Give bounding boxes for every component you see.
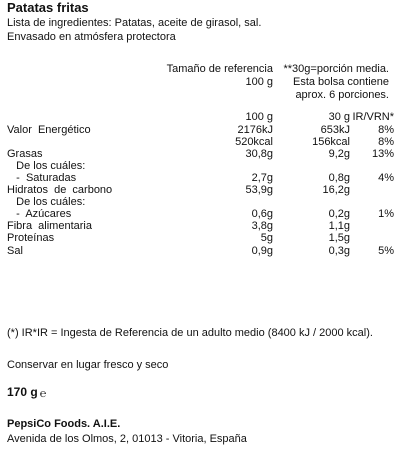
reference-size-label: Tamaño de referencia <box>166 63 273 75</box>
product-title: Patatas fritas <box>7 0 89 15</box>
row-value-30g: 1,5g <box>328 232 350 244</box>
row-value-30g: 1,1g <box>328 220 350 232</box>
header-per30: 30 g <box>328 111 350 123</box>
company-address: Avenida de los Olmos, 2, 01013 - Vitoria, España <box>7 433 247 445</box>
row-label: - Saturadas <box>7 172 77 184</box>
packaging-text: Envasado en atmósfera protectora <box>7 31 176 43</box>
row-label: Proteínas <box>7 232 55 244</box>
footnote-text: (*) IR*IR = Ingesta de Referencia de un adulto medio (8400 kJ / 2000 kcal). <box>7 327 373 339</box>
portion-note-line2: Esta bolsa contiene <box>292 76 389 88</box>
row-value-100g: 53,9g <box>245 184 273 196</box>
header-ir: IR/VRN* <box>352 111 394 123</box>
row-label: Fibra alimentaria <box>7 220 92 232</box>
reference-size-value: 100 g <box>245 76 273 88</box>
row-label: Valor Energético <box>7 124 91 136</box>
row-value-ir: 8% <box>378 124 394 136</box>
row-value-ir: 4% <box>378 172 394 184</box>
portion-note-line3: aprox. 6 porciones. <box>295 89 389 101</box>
row-value-ir: 13% <box>371 148 394 160</box>
row-value-30g: 9,2g <box>328 148 350 160</box>
row-value-100g: 3,8g <box>251 220 273 232</box>
row-value-100g: 30,8g <box>245 148 273 160</box>
row-label: Grasas <box>7 148 43 160</box>
row-value-30g: 0,2g <box>328 208 350 220</box>
portion-note-line1: **30g=porción media. <box>283 63 389 75</box>
company-name: PepsiCo Foods. A.I.E. <box>7 418 121 430</box>
row-value-ir: 5% <box>378 245 394 257</box>
row-label: Hidratos de carbono <box>7 184 113 196</box>
row-value-100g: 520kcal <box>235 136 273 148</box>
net-weight-value: 170 g <box>7 385 38 399</box>
estimate-sign-icon: ℮ <box>39 388 47 400</box>
row-value-ir: 8% <box>378 136 394 148</box>
row-value-30g: 653kJ <box>320 124 350 136</box>
row-label: Sal <box>7 245 23 257</box>
row-value-30g: 0,8g <box>328 172 350 184</box>
ingredients-text: Lista de ingredientes: Patatas, aceite de girasol, sal. <box>7 17 262 29</box>
row-value-100g: 0,9g <box>251 245 273 257</box>
row-value-100g: 2176kJ <box>237 124 273 136</box>
row-value-30g: 156kcal <box>312 136 350 148</box>
net-weight <box>7 385 46 400</box>
row-value-ir: 1% <box>378 208 394 220</box>
header-per100: 100 g <box>245 111 273 123</box>
storage-text: Conservar en lugar fresco y seco <box>7 359 169 371</box>
row-label: De los cuáles: <box>7 160 86 172</box>
row-value-100g: 5g <box>260 232 273 244</box>
row-value-100g: 0,6g <box>251 208 273 220</box>
row-label: De los cuáles: <box>7 196 86 208</box>
row-value-100g: 2,7g <box>251 172 273 184</box>
row-value-30g: 0,3g <box>328 245 350 257</box>
row-value-30g: 16,2g <box>322 184 350 196</box>
row-label: - Azúcares <box>7 208 72 220</box>
